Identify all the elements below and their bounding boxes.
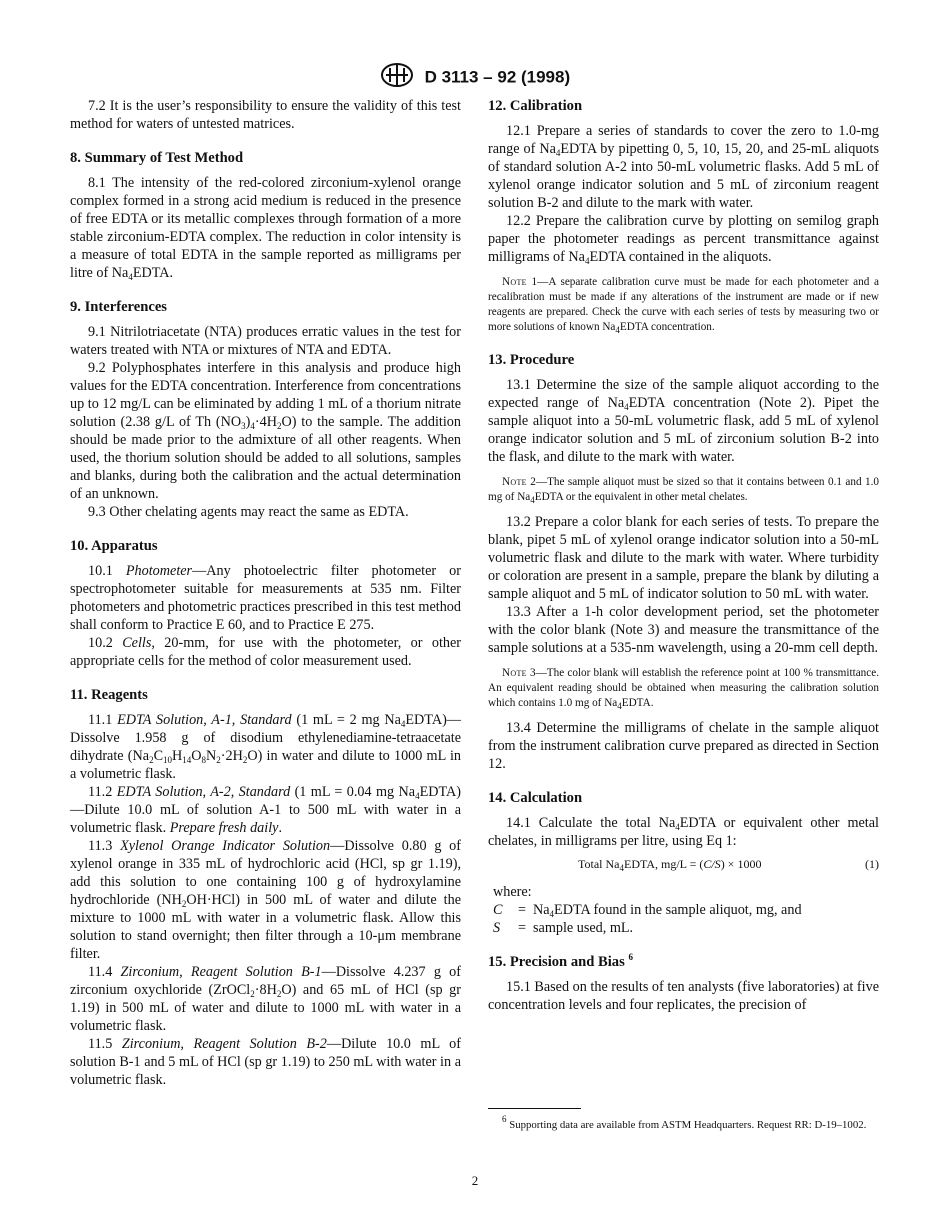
variable-definitions — [493, 901, 879, 937]
section-heading-13: 13. Procedure — [488, 352, 575, 368]
paragraph-10-2: 10.2 Cells, 20-mm, for use with the photometer, or other appropriate cells for the method of color measurement used. — [70, 635, 461, 669]
paragraph-9-1: 9.1 Nitrilotriacetate (NTA) produces erratic values in the test for waters treated with NTA or mixtures of NTA and EDTA. — [70, 324, 461, 358]
definition-row: S = sample used, mL. — [493, 920, 634, 936]
equation-1 — [488, 855, 879, 873]
document-designation: D 3113 – 92 (1998) — [424, 67, 571, 87]
page-header — [0, 62, 950, 93]
paragraph-11-1: 11.1 EDTA Solution, A-1, Standard (1 mL = 2 mg $Na_4EDTA)—Dissolve$ 1.958 g of disodium ethylenediamine-tetraacetate dihydrate $(Na_2C_{10}H_{14}O_8N_2\cdot 2H_2O)$ in water and dilute to 1000 mL in a volumetric flask. — [70, 712, 461, 782]
paragraph-11-2: 11.2 EDTA Solution, A-2, Standard (1 mL = 0.04 mg $Na_4EDTA)—Dilute$ 10.0 mL of solution A-1 to 500 mL with water in a volumetric flask. Prepare fresh daily. — [70, 784, 461, 836]
note-2: Note 2—The sample aliquot must be sized so that it contains between 0.1 and 1.0 mg of $Na_4EDTA$ or the equivalent in other metal chelates. — [488, 476, 879, 505]
section-heading-9: 9. Interferences — [70, 299, 167, 315]
paragraph-13-2: 13.2 Prepare a color blank for each series of tests. To prepare the blank, pipet 5 mL of xylenol orange indicator solution into a 50-mL volumetric flask and dilute to the mark with water. Where turbidity or coloration are present in a sample, prepare the blank by diluting a sample aliquot and 5 mL of indicator solution to 50 mL with water. — [488, 514, 879, 602]
section-heading-11: 11. Reagents — [70, 687, 148, 703]
equation-body: Total $Na_4EDTA$, mg/L = (C/S) × 1000 — [578, 857, 762, 873]
section-heading-12: 12. Calibration — [488, 98, 583, 114]
note-1: Note 1—A separate calibration curve must be made for each photometer and a recalibration must be made if any alterations of the instrument are made or if new reagents are prepared. Check the curve with each series of tests by measuring two or more solutions of known $Na_4EDTA$ concentration. — [488, 276, 879, 335]
footnote-6: $^6$ Supporting data are available from ASTM Headquarters. Request RR: D-19–1002. — [502, 1114, 867, 1131]
footnote-divider — [488, 1108, 581, 1109]
paragraph-13-1: 13.1 Determine the size of the sample aliquot according to the expected range of $Na_4EDTA$ concentration (Note 2). Pipet the sample aliquot into a 50-mL volumetric flask, add 5 mL of xylenol orange indicator solution and 5 mL of zirconium solution B-2 into the flask, and dilute to the mark with water. — [488, 377, 880, 465]
page-number: 2 — [471, 1173, 479, 1188]
right-column — [488, 97, 879, 1014]
note-3: Note 3—The color blank will establish the reference point at 100 % transmittance. An equivalent reading should be obtained when measuring the calibration solution which contains 1.0 mg of $Na_4EDTA$. — [488, 667, 879, 711]
section-heading-8: 8. Summary of Test Method — [70, 150, 244, 166]
paragraph-13-4: 13.4 Determine the milligrams of chelate in the sample aliquot from the instrument calibration curve prepared as directed in Section 12. — [488, 720, 879, 772]
paragraph-10-1: 10.1 Photometer—Any photoelectric filter photometer or spectrophotometer suitable for measurements at 535 nm. Filter photometers and photometric practices prescribed in this test method shall conform to Practice E 60, and to Practice E 275. — [70, 563, 461, 633]
left-column — [70, 97, 461, 1089]
where-label: where: — [493, 884, 532, 900]
paragraph-8-1: 8.1 The intensity of the red-colored zirconium-xylenol orange complex formed in a strong acid medium is reduced in the presence of free EDTA or its metallic complexes through formation of a more stable zirconium-EDTA complex. The reduction in color intensity is a measure of total EDTA in the sample reported as milligrams per litre of $Na_4EDTA$. — [70, 175, 461, 282]
paragraph-13-3: 13.3 After a 1-h color development period, set the photometer with the color blank (Note 3) and measure the transmittance of the sample solutions at a 535-nm wavelength, using a 20-mm cell depth. — [488, 604, 879, 656]
paragraph-12-1: 12.1 Prepare a series of standards to cover the zero to 1.0-mg range of $Na_4EDTA$ by pipetting 0, 5, 10, 15, 20, and 25-mL aliquots of standard solution A-2 into 50-mL volumetric flasks. Add 5 mL of xylenol orange indicator solution and 5 mL of zirconium reagent solution B-2 and dilute to the mark with water. — [488, 123, 879, 211]
section-heading-15: 15. Precision and Bias $^6$ — [488, 952, 633, 970]
section-heading-10: 10. Apparatus — [70, 538, 158, 554]
definition-row: C = $Na_4EDTA$ found in the sample aliquot, mg, and — [493, 902, 802, 919]
astm-logo-icon — [380, 62, 414, 93]
section-heading-14: 14. Calculation — [488, 790, 583, 806]
paragraph-11-5: 11.5 Zirconium, Reagent Solution B-2—Dilute 10.0 mL of solution B-1 and 5 mL of HCl (sp gr 1.19) to 250 mL with water in a volumetric flask. — [70, 1036, 461, 1088]
paragraph-12-2: 12.2 Prepare the calibration curve by plotting on semilog graph paper the photometer readings as percent transmittance against milligrams of $Na_4EDTA$ contained in the aliquots. — [488, 213, 879, 266]
paragraph-9-3: 9.3 Other chelating agents may react the same as EDTA. — [88, 504, 409, 520]
paragraph-7-2: 7.2 It is the user’s responsibility to ensure the validity of this test method for waters of untested matrices. — [70, 98, 461, 132]
equation-number: (1) — [865, 857, 879, 871]
paragraph-11-4: 11.4 Zirconium, Reagent Solution B-1—Dissolve 4.237 g of zirconium oxychloride $(ZrOCl_2\cdot 8H_2O)$ and 65 mL of HCl (sp gr 1.19) in 500 mL of water and dilute to 1000 mL with water in a volumetric flask. — [70, 964, 461, 1034]
paragraph-15-1: 15.1 Based on the results of ten analysts (five laboratories) at five concentration levels and four replicates, the precision of — [488, 979, 879, 1013]
paragraph-11-3: 11.3 Xylenol Orange Indicator Solution—Dissolve 0.80 g of xylenol orange in 335 mL of hydrochloric acid (HCl, sp gr 1.19), add this solution to one containing 100 g of hydroxylamine hydrochloride $(NH_2OH\cdot HCl)$ in 500 mL of water and dilute the mixture to 1000 mL with water in a volumetric flask. Allow this solution to stand overnight; then filter through a 10-μm membrane filter. — [70, 838, 461, 962]
paragraph-14-1: 14.1 Calculate the total $Na_4EDTA$ or equivalent other metal chelates, in milligrams per litre, using Eq 1: — [488, 815, 879, 849]
paragraph-9-2: 9.2 Polyphosphates interfere in this analysis and produce high values for the EDTA concentration. Interference from concentrations up to 12 mg/L can be eliminated by adding 1 mL of a thorium nitrate solution (2.38 g/L of Th $(NO_3)_4\cdot 4H_2O$) to the sample. The addition should be made prior to the admixture of all other reagents. When used, the thorium solution should be added to all solutions, samples and blanks, during both the calibration and the actual determination of an unknown. — [70, 360, 461, 502]
